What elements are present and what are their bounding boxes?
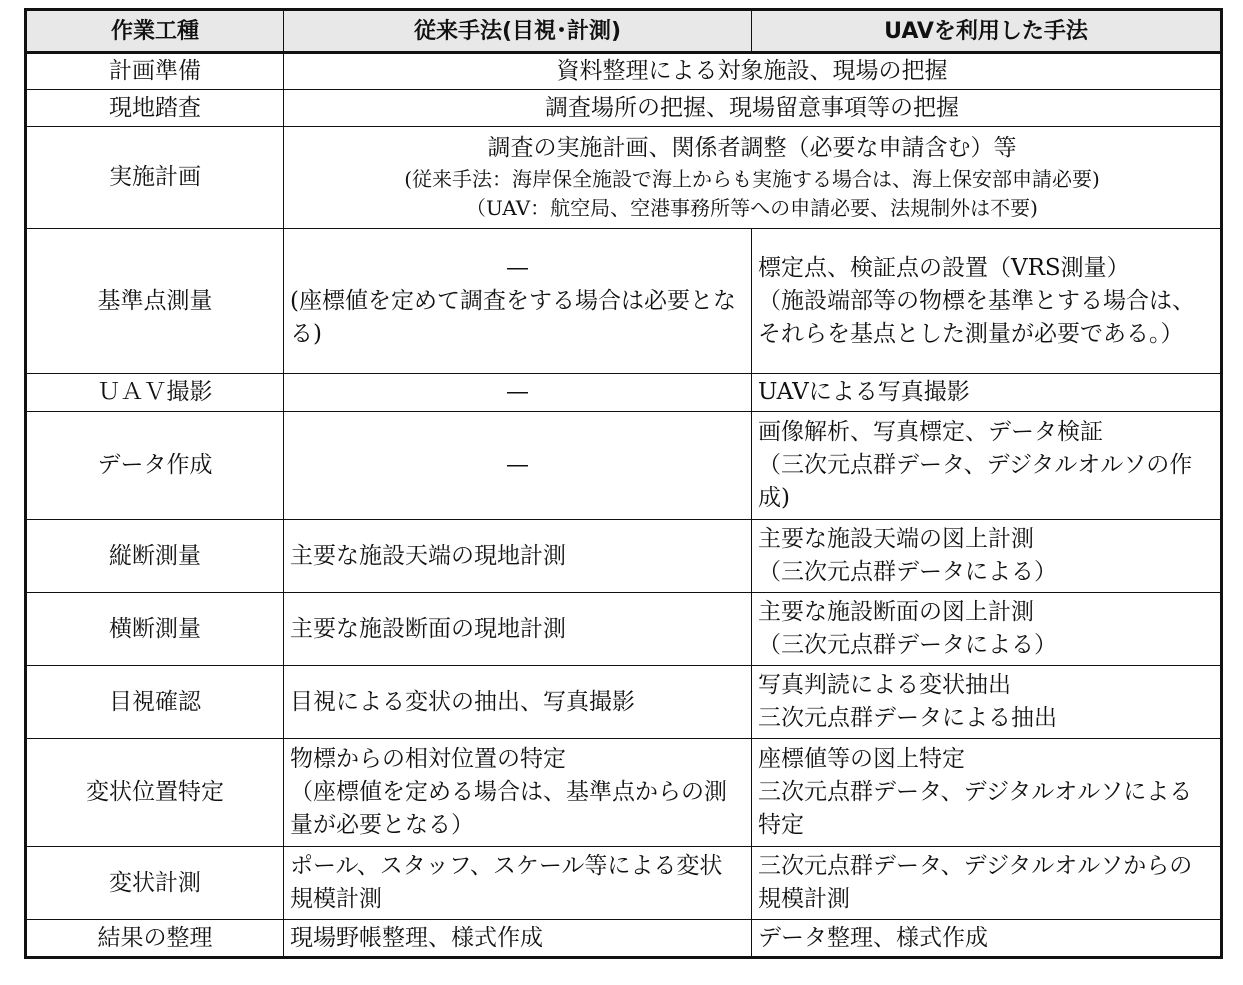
uav-text: 三次元点群データ、デジタルオルソからの規模計測 [758,853,1193,912]
uav-cell [752,666,1222,739]
table-row [26,229,1222,374]
process-cell: 縦断測量 [26,520,284,593]
process-cell: 変状計測 [26,847,284,920]
conventional-cell [284,739,752,847]
header-row [26,10,1222,53]
process-cell: 横断測量 [26,593,284,666]
uav-cell [752,229,1222,374]
shared-note: (従来手法：海岸保全施設で海上からも実施する場合は、海上保安部申請必要) [404,167,1100,191]
uav-text: 三次元点群データ、デジタルオルソによる特定 [758,779,1193,838]
uav-text: （三次元点群データ、デジタルオルソの作成) [758,452,1193,511]
conventional-cell [284,520,752,593]
table-row [26,593,1222,666]
conventional-cell [284,593,752,666]
shared-cell [284,53,1222,90]
uav-text: 主要な施設断面の図上計測 [758,599,1034,625]
conventional-cell [284,229,752,374]
comparison-table [24,8,1223,959]
header-process: 作業工種 [26,10,284,53]
table-row [26,412,1222,520]
header-uav: UAVを利用した手法 [752,10,1222,53]
uav-text: （三次元点群データによる） [758,559,1057,585]
uav-cell [752,593,1222,666]
conventional-text: 目視による変状の抽出、写真撮影 [290,688,635,715]
conventional-text: (座標値を定めて調査をする場合は必要となる) [290,287,736,347]
conventional-text: 現場野帳整理、様式作成 [290,924,543,951]
table-row [26,127,1222,229]
uav-cell [752,520,1222,593]
table-row [26,374,1222,412]
uav-text: （施設端部等の物標を基準とする場合は、それらを基点とした測量が必要である。） [758,287,1195,347]
table-row [26,666,1222,739]
process-cell: データ作成 [26,412,284,520]
uav-text: 画像解析、写真標定、データ検証 [758,419,1103,445]
table-row [26,847,1222,920]
shared-text: 資料整理による対象施設、現場の把握 [556,58,948,84]
uav-text: 三次元点群データによる抽出 [758,705,1057,731]
process-cell: 基準点測量 [26,229,284,374]
uav-text: UAVによる写真撮影 [758,379,970,405]
process-cell: 結果の整理 [26,920,284,958]
conventional-cell: — [284,374,752,412]
shared-note: （UAV：航空局、空港事務所等への申請必要、法規制外は不要) [466,196,1038,220]
shared-text: 調査の実施計画、関係者調整（必要な申請含む）等 [487,135,1017,161]
conventional-text: （座標値を定める場合は、基準点からの測量が必要となる） [290,779,727,838]
shared-text: 調査場所の把握、現場留意事項等の把握 [545,94,959,121]
table-row [26,90,1222,127]
conventional-cell [284,666,752,739]
conventional-cell: — [284,412,752,520]
table-row [26,520,1222,593]
process-cell: 変状位置特定 [26,739,284,847]
uav-cell [752,920,1222,958]
shared-cell [284,90,1222,127]
conventional-text: 主要な施設天端の現地計測 [290,542,566,569]
table-row [26,920,1222,958]
uav-text: 主要な施設天端の図上計測 [758,526,1034,552]
uav-text: 座標値等の図上特定 [758,746,965,772]
shared-cell [284,127,1222,229]
process-cell: 目視確認 [26,666,284,739]
dash-text: — [506,254,529,281]
uav-text: （三次元点群データによる） [758,632,1057,658]
uav-text: データ整理、様式作成 [758,924,988,951]
conventional-text: 主要な施設断面の現地計測 [290,615,566,642]
process-cell: ＵＡＶ撮影 [26,374,284,412]
uav-cell [752,374,1222,412]
uav-text: 写真判読による変状抽出 [758,672,1011,698]
uav-cell [752,412,1222,520]
conventional-cell [284,920,752,958]
conventional-text: 物標からの相対位置の特定 [290,746,566,772]
table-row [26,739,1222,847]
table-row [26,53,1222,90]
uav-cell [752,739,1222,847]
conventional-cell [284,847,752,920]
header-conventional: 従来手法(目視･計測) [284,10,752,53]
process-cell: 計画準備 [26,53,284,90]
uav-cell [752,847,1222,920]
process-cell: 現地踏査 [26,90,284,127]
conventional-text: ポール、スタッフ、スケール等による変状規模計測 [290,853,723,912]
process-cell: 実施計画 [26,127,284,229]
uav-text: 標定点、検証点の設置（VRS測量） [758,254,1130,281]
